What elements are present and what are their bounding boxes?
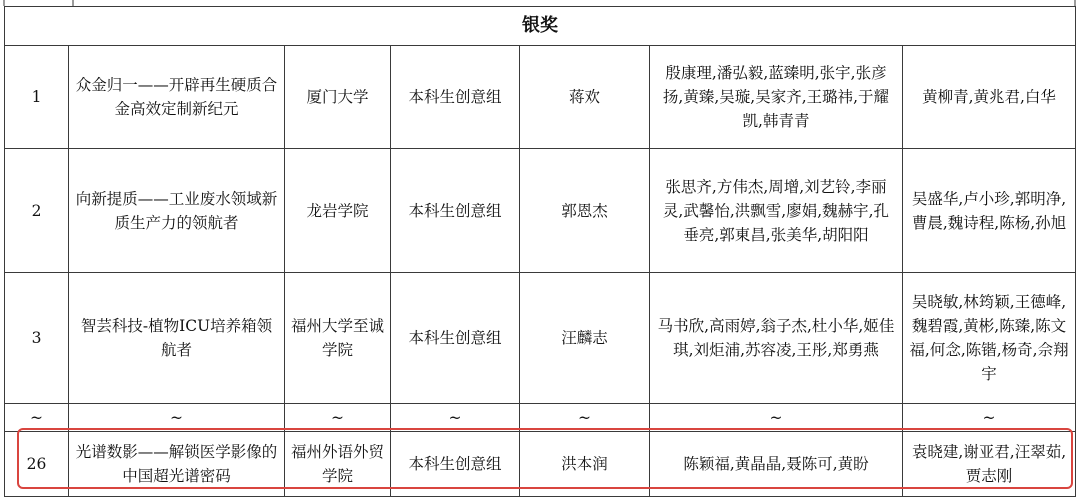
ellipsis-mark: ~ (650, 404, 903, 432)
group-cell: 本科生创意组 (391, 46, 520, 149)
members-cell: 马书欣,高雨婷,翁子杰,杜小华,姬佳琪,刘炬浦,苏容凌,王彤,郑勇燕 (650, 273, 903, 404)
table-row (5, 273, 1076, 404)
highlighted-table-row (5, 432, 1076, 497)
leader-cell: 蒋欢 (520, 46, 650, 149)
leader-cell: 洪本润 (520, 432, 650, 497)
members-cell: 陈颖福,黄晶晶,聂陈可,黄盼 (650, 432, 903, 497)
project-name-cell: 智芸科技-植物ICU培养箱领航者 (69, 273, 285, 404)
ellipsis-mark: ~ (391, 404, 520, 432)
group-cell: 本科生创意组 (391, 273, 520, 404)
rank-cell: 2 (5, 149, 69, 273)
ellipsis-mark: ~ (69, 404, 285, 432)
members-cell: 张思齐,方伟杰,周增,刘艺铃,李丽灵,武馨怡,洪飘雪,廖娟,魏赫宇,孔垂亮,郭東昌,张美华,胡阳阳 (650, 149, 903, 273)
rank-cell: 3 (5, 273, 69, 404)
members-cell: 殷康理,潘弘毅,蓝臻明,张宇,张彦扬,黄臻,吴璇,吴家齐,王璐祎,于耀凯,韩青青 (650, 46, 903, 149)
ellipsis-mark: ~ (903, 404, 1076, 432)
ellipsis-row (5, 404, 1076, 432)
advisors-cell: 黄柳青,黄兆君,白华 (903, 46, 1076, 149)
project-name-cell: 向新提质——工业废水领域新质生产力的领航者 (69, 149, 285, 273)
table-row (5, 149, 1076, 273)
school-cell: 厦门大学 (285, 46, 391, 149)
advisors-cell: 袁晓建,谢亚君,汪翠茹,贾志刚 (903, 432, 1076, 497)
group-cell: 本科生创意组 (391, 432, 520, 497)
school-cell: 龙岩学院 (285, 149, 391, 273)
silver-award-table (4, 6, 1076, 497)
leader-cell: 郭恩杰 (520, 149, 650, 273)
school-cell: 福州外语外贸学院 (285, 432, 391, 497)
project-name-cell: 光谱数影——解锁医学影像的中国超光谱密码 (69, 432, 285, 497)
project-name-cell: 众金归一——开辟再生硬质合金高效定制新纪元 (69, 46, 285, 149)
rank-cell: 26 (5, 432, 69, 497)
ellipsis-mark: ~ (520, 404, 650, 432)
group-cell: 本科生创意组 (391, 149, 520, 273)
ellipsis-mark: ~ (5, 404, 69, 432)
ellipsis-mark: ~ (285, 404, 391, 432)
table-row (5, 46, 1076, 149)
leader-cell: 汪麟志 (520, 273, 650, 404)
rank-cell: 1 (5, 46, 69, 149)
advisors-cell: 吴盛华,卢小珍,郭明净,曹晨,魏诗程,陈杨,孙旭 (903, 149, 1076, 273)
section-title: 银奖 (5, 7, 1076, 46)
advisors-cell: 吴晓敏,林筠颖,王德峰,魏碧霞,黄彬,陈臻,陈文福,何念,陈锴,杨奇,佘翔宇 (903, 273, 1076, 404)
school-cell: 福州大学至诚学院 (285, 273, 391, 404)
